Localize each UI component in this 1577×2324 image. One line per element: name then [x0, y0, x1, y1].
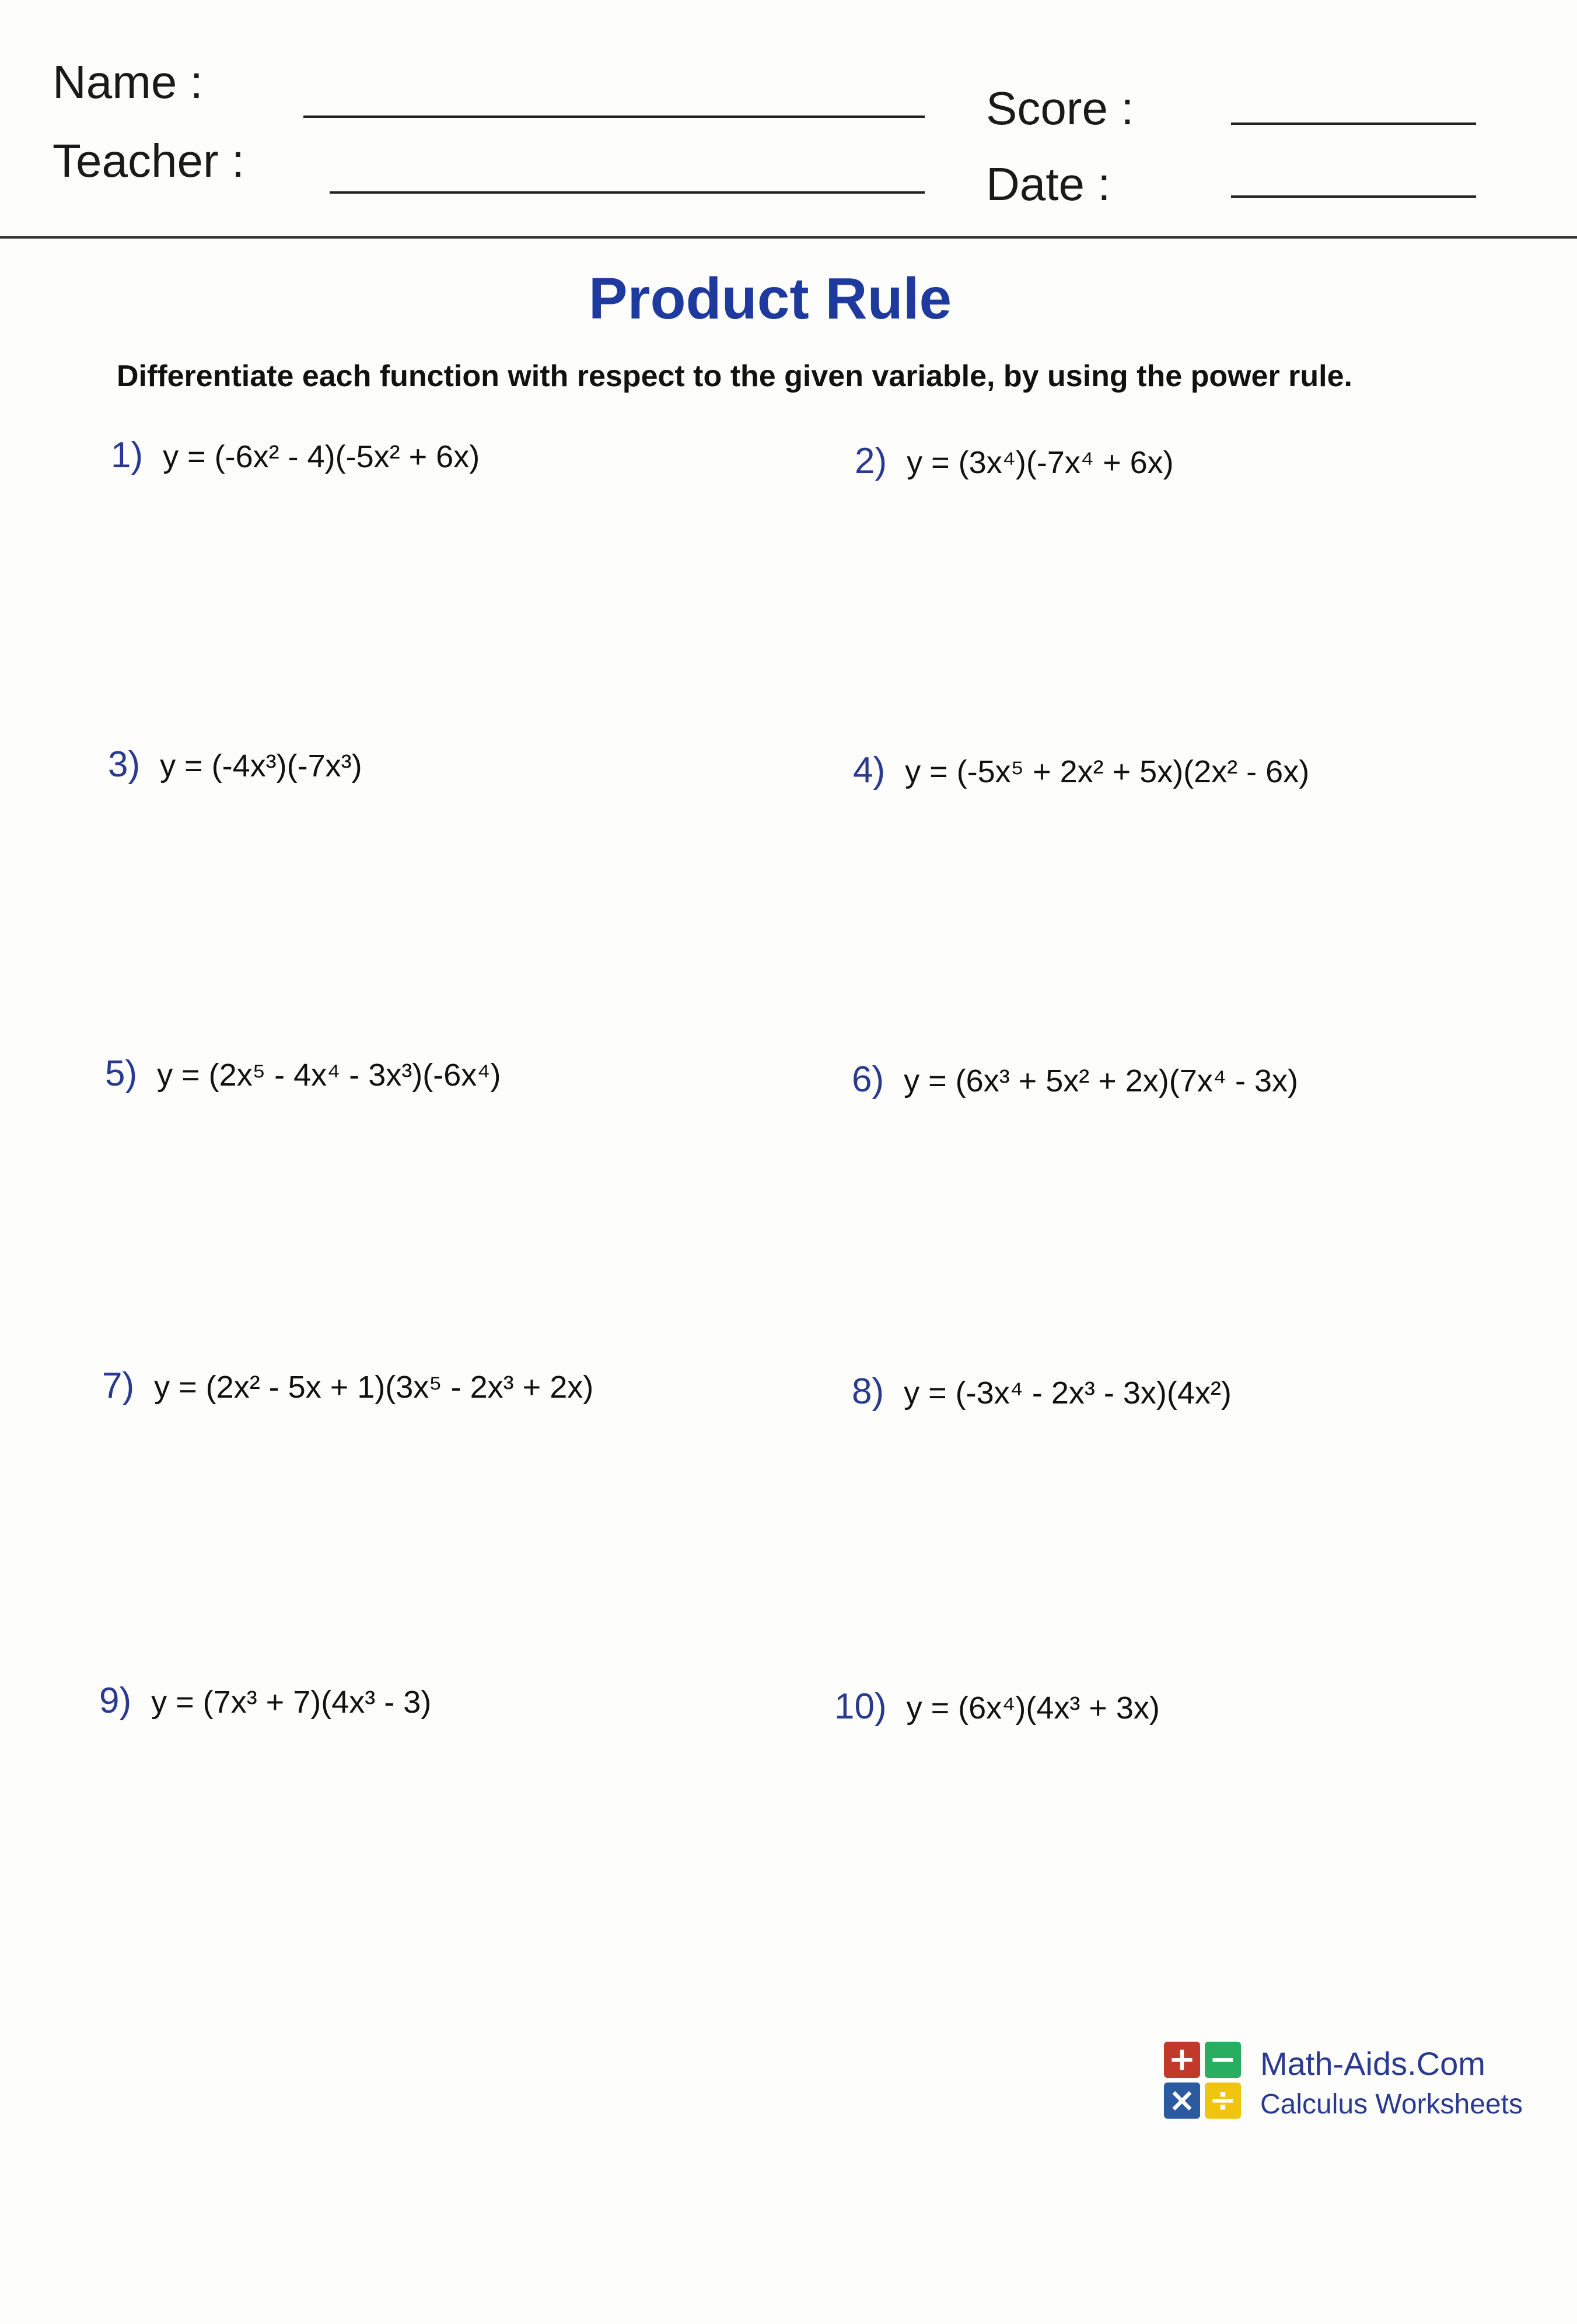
name-label: Name :	[53, 56, 203, 108]
problem-8	[852, 1371, 1232, 1412]
problem-expression: y = (2x² - 5x + 1)(3x⁵ - 2x³ + 2x)	[154, 1370, 594, 1405]
problem-3	[108, 744, 362, 785]
problem-5	[105, 1053, 501, 1094]
problem-number: 1)	[111, 435, 144, 475]
problem-expression: y = (-5x⁵ + 2x² + 5x)(2x² - 6x)	[905, 754, 1310, 789]
problem-number: 5)	[105, 1054, 138, 1094]
problem-number: 6)	[852, 1059, 884, 1100]
times-icon: ×	[1164, 2082, 1200, 2119]
brand-name: Math-Aids.Com	[1260, 2045, 1485, 2082]
problem-expression: y = (7x³ + 7)(4x³ - 3)	[151, 1685, 432, 1720]
problem-7	[102, 1365, 593, 1406]
problem-4	[853, 750, 1309, 791]
problem-expression: y = (-6x² - 4)(-5x² + 6x)	[163, 439, 480, 474]
worksheet-title: Product Rule	[588, 266, 952, 331]
score-label: Score :	[986, 82, 1134, 134]
plus-icon: +	[1164, 2042, 1200, 2078]
problem-number: 10)	[834, 1686, 887, 1727]
minus-icon: −	[1205, 2042, 1241, 2078]
teacher-line[interactable]	[330, 191, 925, 194]
problem-number: 8)	[852, 1371, 884, 1412]
problem-expression: y = (3x⁴)(-7x⁴ + 6x)	[907, 445, 1174, 480]
problem-expression: y = (2x⁵ - 4x⁴ - 3x³)(-6x⁴)	[157, 1058, 501, 1093]
problem-1	[111, 435, 480, 476]
problem-number: 3)	[108, 744, 141, 785]
problem-6	[852, 1059, 1298, 1100]
divide-icon: ÷	[1205, 2082, 1241, 2119]
problem-number: 7)	[102, 1366, 135, 1406]
date-line[interactable]	[1231, 195, 1476, 198]
problem-expression: y = (6x³ + 5x² + 2x)(7x⁴ - 3x)	[904, 1063, 1299, 1098]
teacher-label: Teacher :	[53, 135, 245, 187]
problem-number: 9)	[99, 1681, 132, 1721]
problem-expression: y = (-3x⁴ - 2x³ - 3x)(4x²)	[904, 1376, 1232, 1410]
problem-9	[99, 1680, 431, 1721]
problem-number: 4)	[853, 750, 886, 790]
problem-10	[834, 1686, 1160, 1727]
brand-subtitle: Calculus Worksheets	[1260, 2089, 1523, 2120]
problem-expression: y = (6x⁴)(4x³ + 3x)	[906, 1690, 1160, 1726]
problem-number: 2)	[855, 441, 887, 481]
name-line[interactable]	[303, 116, 925, 118]
problem-expression: y = (-4x³)(-7x³)	[160, 748, 362, 783]
instructions: Differentiate each function with respect to the given variable, by using the power rule.	[117, 359, 1352, 393]
score-line[interactable]	[1231, 123, 1476, 125]
problem-2	[855, 440, 1174, 482]
math-aids-logo	[1164, 2042, 1246, 2123]
date-label: Date :	[986, 158, 1111, 210]
header-divider	[0, 236, 1577, 239]
